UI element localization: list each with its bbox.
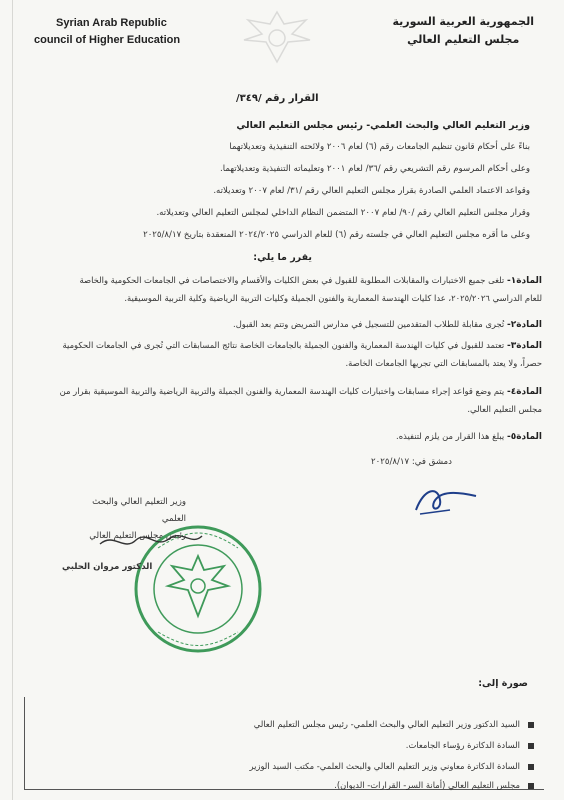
decision-number: القرار رقم /٣٤٩/: [236, 93, 319, 104]
preamble-line: وقرار مجلس التعليم العالي رقم /٩٠/ لعام ٢٠٠٧ المتضمن النظام الداخلي لمجلس التعليم العالي وتعديلاته.: [156, 208, 530, 218]
article-label: المادة٢-: [506, 320, 542, 330]
signatory-title: وزير التعليم العالي والبحث العلمي: [92, 497, 186, 524]
copy-recipient: [334, 780, 534, 790]
article-text: يبلغ هذا القرار من يلزم لتنفيذه.: [396, 431, 505, 441]
article-label: المادة٤-: [506, 387, 542, 397]
article-label: المادة٥-: [506, 432, 542, 442]
header-council-ar: مجلس التعليم العالي: [407, 33, 520, 46]
bullet-icon: [528, 783, 534, 789]
copy-recipient: [254, 719, 534, 729]
article-text: تلغى جميع الاختبارات والمقابلات المطلوبة للقبول في بعض الكليات والأقسام والاختصاصات في الجامعات الحكومية والخاصة: [79, 275, 505, 285]
article-label: المادة١-: [506, 276, 542, 286]
header-council: council of Higher Education: [34, 34, 181, 46]
preamble-line: وعلى أحكام المرسوم رقم التشريعي رقم /٣٦/ لعام ٢٠٠١ وتعليماته التنفيذية وتعديلاتهما.: [219, 164, 530, 174]
signature-icon: [410, 480, 482, 520]
preamble-line: وقواعد الاعتماد العلمي الصادرة بقرار مجلس التعليم العالي رقم /٣١/ لعام ٢٠٠٧ وتعديلاته.: [213, 186, 530, 196]
header-country: Syrian Arab Republic: [56, 17, 167, 29]
eagle-emblem-icon: [236, 6, 318, 68]
copy-recipient-text: السادة الدكاترة معاوني وزير التعليم العالي والبحث العلمي- مكتب السيد الوزير: [249, 761, 520, 771]
article-3: [22, 337, 542, 372]
article-label: المادة٣-: [506, 341, 542, 351]
signatory-name: الدكتور مروان الحلبي: [62, 562, 153, 572]
preamble-line: وعلى ما أقره مجلس التعليم العالي في جلسته رقم (٦) للعام الدراسي ٢٠٢٤/٢٠٢٥ المنعقدة بتاريخ ٢٠٢٥/٨/١٧: [143, 230, 530, 240]
copy-recipient-text: السادة الدكاترة رؤساء الجامعات.: [405, 740, 520, 750]
article-continuation: للعام الدراسي ٢٠٢٥/٢٠٢٦، عدا كليات الهندسة المعمارية والفنون الجميلة وكليات التربية الرياضية وكلية التربية الموسيقية.: [124, 293, 542, 303]
article-text: تُجرى مقابلة للطلاب المتقدمين للتسجيل في مدارس التمريض وتتم بعد القبول.: [233, 319, 505, 329]
signatory-subtitle: رئيس مجلس التعليم العالي: [89, 531, 186, 541]
header-country-ar: الجمهورية العربية السورية: [392, 15, 534, 28]
header-arabic: [392, 13, 534, 49]
resolves-heading: يقرر ما يلي:: [253, 252, 312, 263]
article-4: [22, 383, 542, 418]
article-5: [22, 428, 542, 446]
header-english: [34, 15, 180, 49]
bullet-icon: [528, 743, 534, 749]
article-continuation: مجلس التعليم العالي.: [467, 404, 542, 414]
article-1: [22, 272, 542, 307]
copies-heading: صورة إلى:: [478, 678, 528, 689]
article-2: [22, 316, 542, 334]
preamble-line: بناءً على أحكام قانون تنظيم الجامعات رقم (٦) لعام ٢٠٠٦ ولائحته التنفيذية وتعديلاتهما: [229, 142, 530, 152]
article-text: تعتمد للقبول في كليات الهندسة المعمارية والفنون الجميلة بالجامعات الخاصة نتائج المسابقات التي تُجرى في الجامعات الحكومية: [62, 340, 505, 350]
copy-recipient-text: مجلس التعليم العالي (أمانة السر- القرارات- الديوان).: [334, 780, 520, 790]
copy-recipient: [249, 761, 534, 771]
date-line: دمشق في: ٢٠٢٥/٨/١٧: [370, 457, 452, 467]
copy-recipient-text: السيد الدكتور وزير التعليم العالي والبحث العلمي- رئيس مجلس التعليم العالي: [253, 719, 520, 729]
bullet-icon: [528, 722, 534, 728]
bullet-icon: [528, 764, 534, 770]
issuer-title: وزير التعليم العالي والبحث العلمي- رئيس مجلس التعليم العالي: [236, 120, 530, 131]
signature-scribble-icon: [96, 530, 206, 554]
article-continuation: حصراً، ولا يعتد بالمسابقات التي تجريها الجامعات الخاصة.: [345, 358, 542, 368]
article-text: يتم وضع قواعد إجراء مسابقات واختبارات كليات الهندسة المعمارية والفنون الجميلة والتربية الرياضية والتربية الموسيقية بقرار من: [59, 386, 505, 396]
copy-recipient: [406, 740, 534, 750]
